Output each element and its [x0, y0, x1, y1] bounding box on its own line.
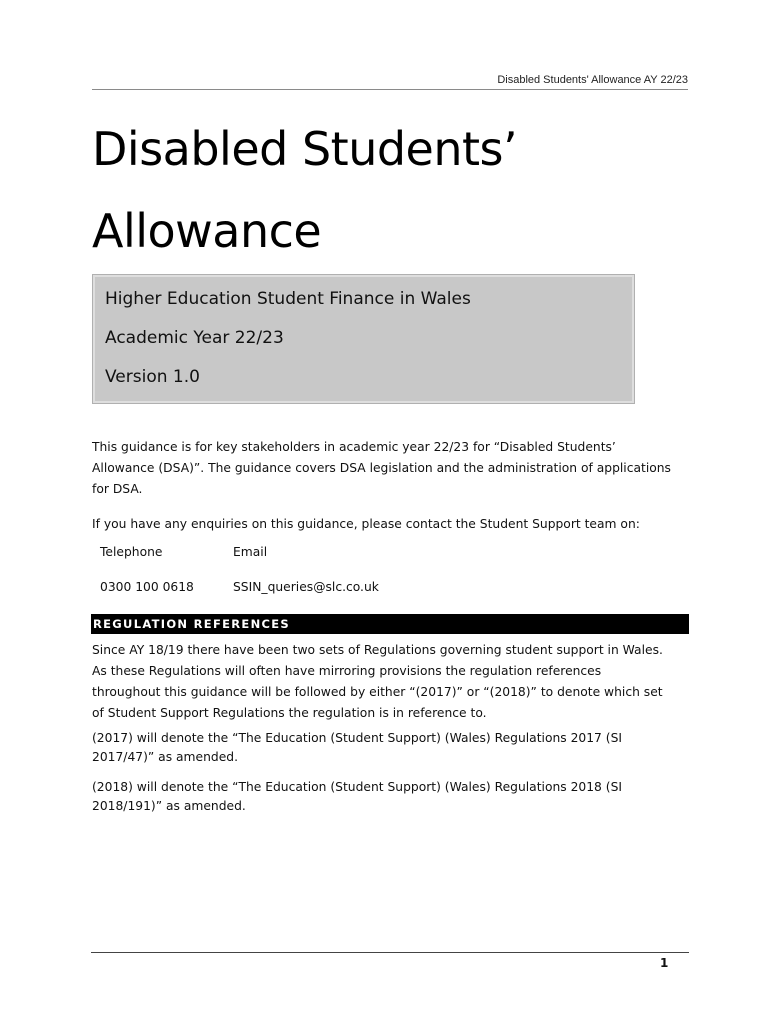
telephone-value: 0300 100 0618 [100, 580, 194, 594]
email-value[interactable]: SSIN_queries@slc.co.uk [233, 580, 379, 594]
running-header: Disabled Students' Allowance AY 22/23 [497, 74, 688, 86]
info-academic-year: Academic Year 22/23 [105, 328, 284, 348]
page-title [92, 108, 517, 272]
enquiries-paragraph: If you have any enquiries on this guidance, please contact the Student Support team on: [92, 517, 640, 531]
regulations-paragraph: Since AY 18/19 there have been two sets of Regulations governing student support in Wales. As these Regulations will often have mirroring provisions the regulation references throughout this guidance will be followed by either “(2017)” or “(2018)” to denote which set of Student Support Regulations the regulation is in reference to. [92, 643, 663, 720]
email-label: Email [233, 545, 268, 559]
section-heading-regulation-references: REGULATION REFERENCES [91, 614, 689, 634]
title-line-1: Disabled Students’ [92, 122, 518, 176]
info-organisation: Higher Education Student Finance in Wales [105, 289, 471, 309]
intro-paragraph: This guidance is for key stakeholders in academic year 22/23 for “Disabled Students’ Allowance (DSA)”. The guidance covers DSA legislation and the administration of applications for DSA. [92, 440, 671, 496]
telephone-label: Telephone [100, 545, 163, 559]
regulations-2017-paragraph: (2017) will denote the “The Education (Student Support) (Wales) Regulations 2017 (SI 2017/47)” as amended. [92, 731, 623, 764]
title-line-2: Allowance [92, 204, 322, 258]
info-box [93, 275, 634, 403]
contact-header-row [100, 545, 267, 559]
page-number: 1 [660, 956, 669, 970]
contact-value-row [100, 580, 379, 594]
info-version: Version 1.0 [105, 367, 200, 387]
header-rule [92, 89, 688, 90]
regulations-2018-paragraph: (2018) will denote the “The Education (Student Support) (Wales) Regulations 2018 (SI 2018/191)” as amended. [92, 780, 623, 813]
footer-rule [91, 952, 689, 953]
